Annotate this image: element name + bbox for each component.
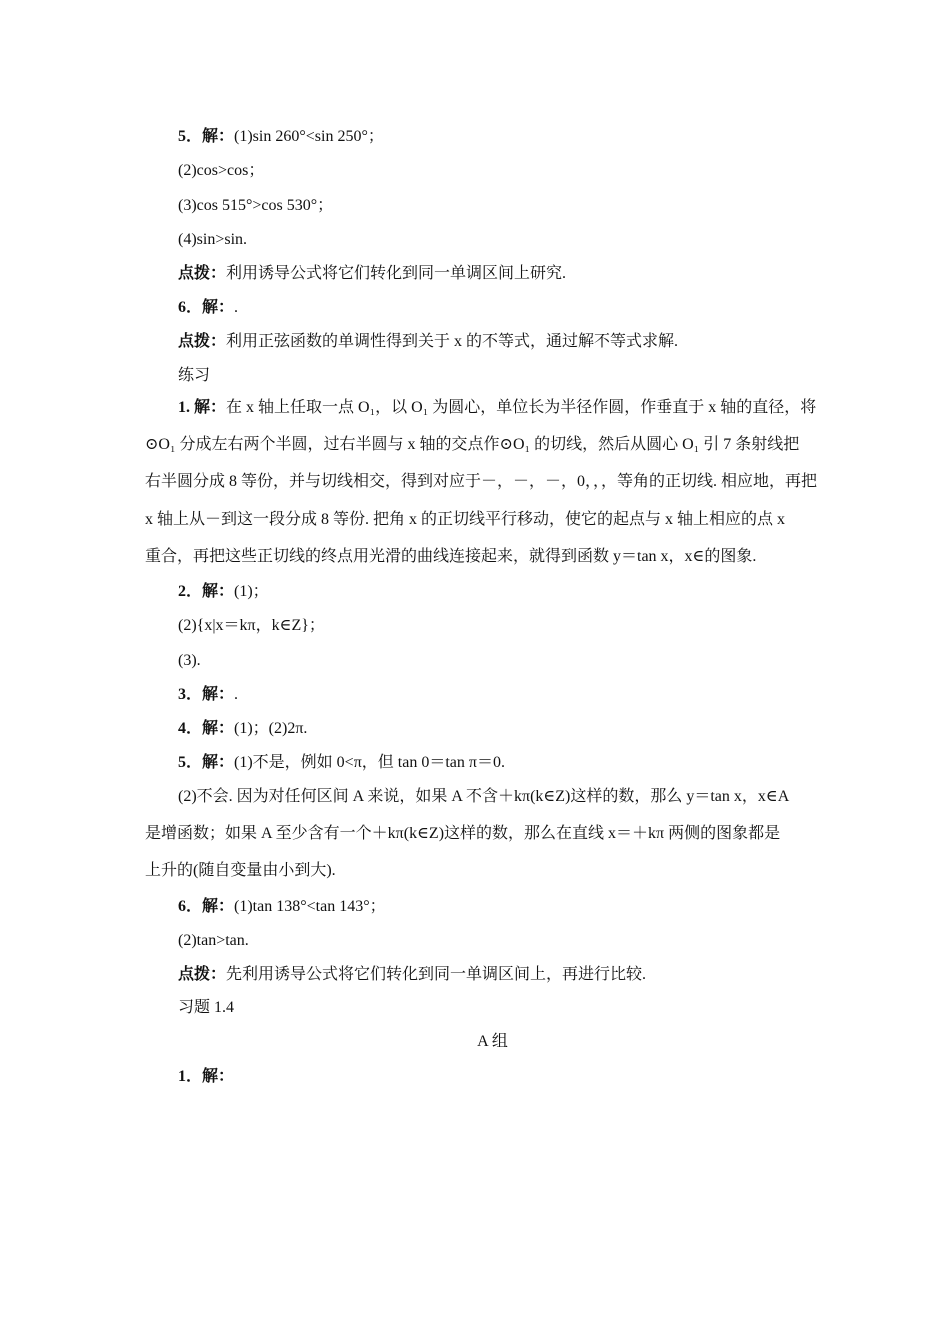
hint-6: 点拨：利用正弦函数的单调性得到关于 x 的不等式，通过解不等式求解. (178, 333, 679, 350)
practice-answer-6-part-2: (2)tan>tan. (178, 932, 249, 949)
practice-answer-1-line-5: 重合，再把这些正切线的终点用光滑的曲线连接起来，就得到函数 y＝tan x，x∈的图象. (145, 548, 757, 565)
practice-answer-1-line-2: ⊙O₁ 分成左右两个半圆，过右半圆与 x 轴的交点作⊙O₁ 的切线，然后从圆心 O₁ 引 7 条射线把 (145, 436, 800, 453)
practice-answer-2: 2．解：(1)； (178, 583, 269, 600)
practice-answer-2-part-2: (2){x|x＝kπ，k∈Z}； (178, 617, 325, 634)
hint-practice-6: 点拨：先利用诱导公式将它们转化到同一单调区间上，再进行比较. (178, 966, 647, 983)
exercise-answer-1: 1．解： (178, 1068, 235, 1085)
answer-5: 5．解：(1)sin 260°<sin 250°； (178, 128, 384, 145)
answer-5-part-4: (4)sin>sin. (178, 231, 248, 248)
practice-answer-1: 1. 解：在 x 轴上任取一点 O₁，以 O₁ 为圆心，单位长为半径作圆，作垂直于 x 轴的直径，将 (178, 399, 817, 416)
practice-answer-6: 6．解：(1)tan 138°<tan 143°； (178, 898, 386, 915)
practice-answer-5-part-2: (2)不会. 因为对任何区间 A 来说，如果 A 不含＋kπ(k∈Z)这样的数，那么 y＝tan x，x∈A (178, 788, 790, 805)
answer-5-part-3: (3)cos 515°>cos 530°； (178, 197, 334, 214)
answer-6: 6．解：. (178, 299, 239, 316)
practice-answer-5: 5．解：(1)不是，例如 0<π，但 tan 0＝tan π＝0. (178, 754, 505, 771)
answer-5-part-2: (2)cos>cos； (178, 162, 265, 179)
section-heading-exercises: 习题 1.4 (178, 999, 235, 1016)
practice-answer-1-line-4: x 轴上从－到这一段分成 8 等份. 把角 x 的正切线平行移动，使它的起点与 x 轴上相应的点 x (145, 511, 786, 528)
hint-5: 点拨：利用诱导公式将它们转化到同一单调区间上研究. (178, 265, 567, 282)
practice-answer-3: 3．解：. (178, 686, 239, 703)
section-heading-practice: 练习 (178, 367, 211, 384)
practice-answer-5-line-3: 上升的(随自变量由小到大). (145, 862, 336, 879)
group-heading-a: A 组 (477, 1033, 508, 1050)
practice-answer-5-line-2: 是增函数；如果 A 至少含有一个＋kπ(k∈Z)这样的数，那么在直线 x＝＋kπ 两侧的图象都是 (145, 825, 781, 842)
practice-answer-2-part-3: (3). (178, 652, 201, 669)
practice-answer-1-line-3: 右半圆分成 8 等份，并与切线相交，得到对应于－，－，－，0，，，等角的正切线. 相应地，再把 (145, 473, 818, 490)
practice-answer-4: 4．解：(1)；(2)2π. (178, 720, 308, 737)
